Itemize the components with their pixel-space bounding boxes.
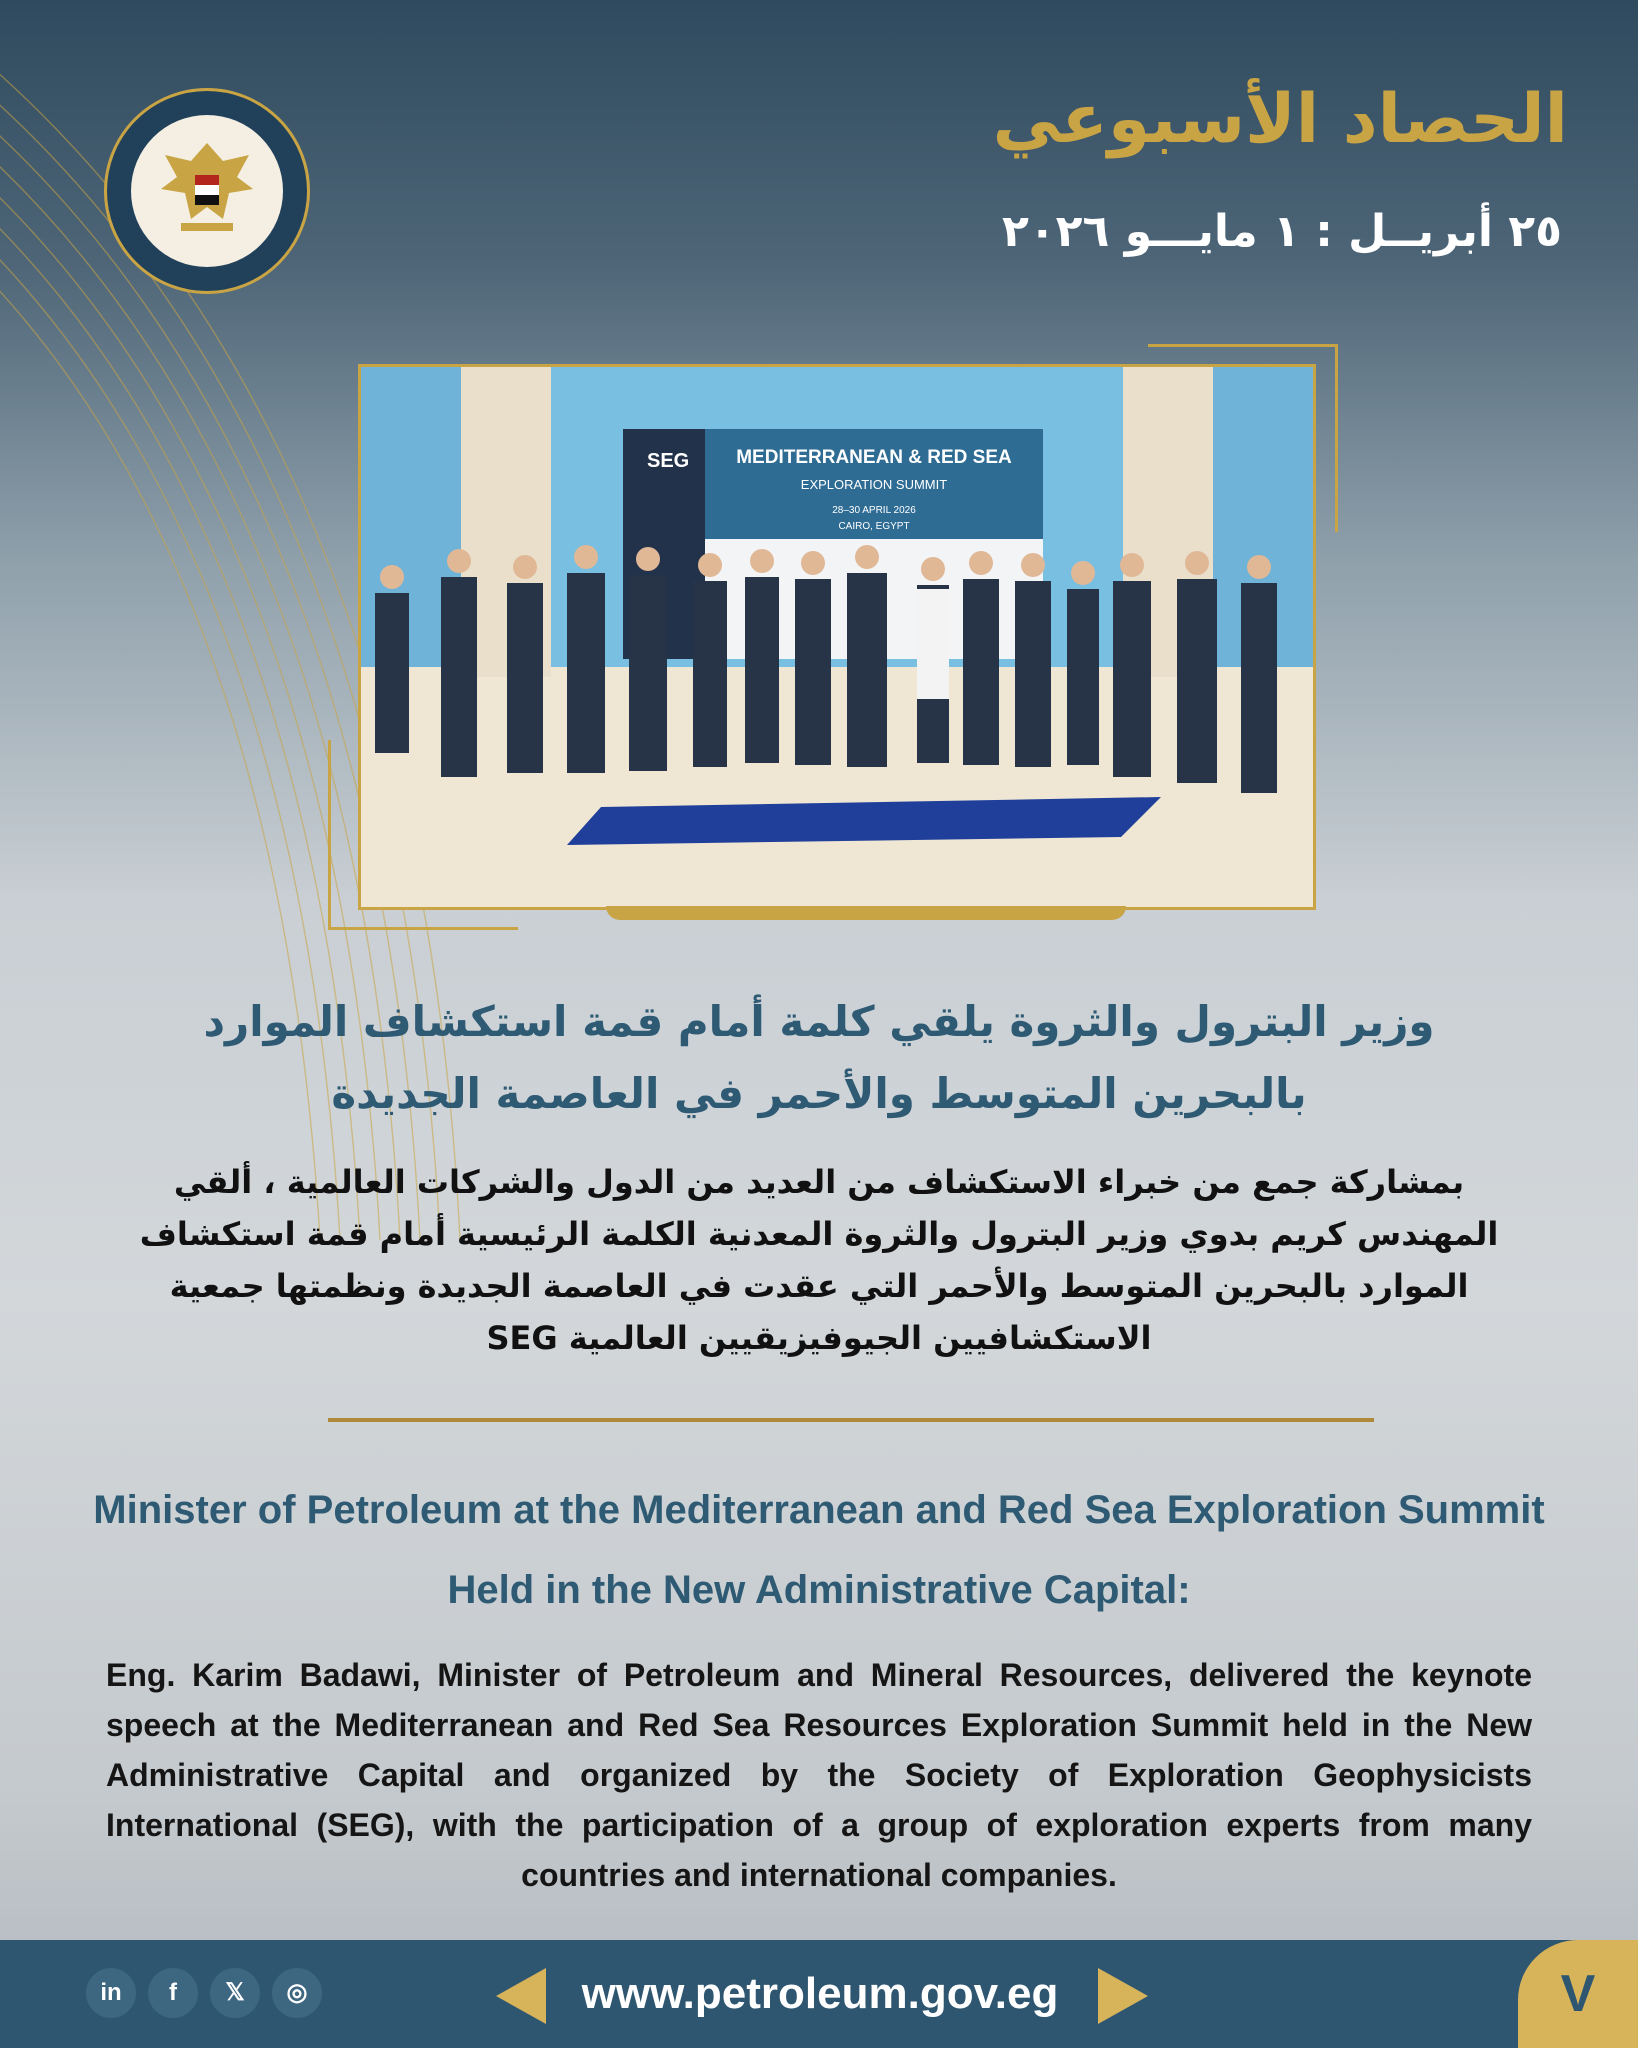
page-number: V <box>1518 1940 1638 2048</box>
ministry-logo <box>104 88 310 294</box>
banner-subtitle: EXPLORATION SUMMIT <box>800 477 948 492</box>
section-divider <box>328 1418 1374 1422</box>
article-body-en: Eng. Karim Badawi, Minister of Petroleum and Mineral Resources, delivered the keynote speech at the Mediterranean and Red Sea Resources Exploration Summit held in the New Administrative Capital and organized by the Society of Exploration Geophysicists International (SEG), with the participation of a group of exploration experts from many countries and international companies. <box>106 1657 1532 1893</box>
article-title-en <box>80 1470 1558 1630</box>
footer-bar <box>0 1940 1638 2048</box>
banner-title: MEDITERRANEAN & RED SEA <box>736 447 1012 468</box>
summit-group-photo <box>358 364 1316 910</box>
eagle-seal-icon <box>131 115 283 267</box>
article-title-ar-line2: بالبحرين المتوسط والأحمر في العاصمة الجديدة <box>331 1069 1307 1118</box>
seg-logo: SEG <box>647 450 690 472</box>
article-title-en-line2: Held in the New Administrative Capital: <box>447 1568 1191 1612</box>
banner-location: CAIRO, EGYPT <box>838 521 910 532</box>
website-link[interactable]: www.petroleum.gov.eg <box>581 1969 1059 2018</box>
article-title-ar <box>180 986 1458 1130</box>
x-icon[interactable]: 𝕏 <box>210 1968 260 2018</box>
facebook-icon[interactable]: f <box>148 1968 198 2018</box>
instagram-icon[interactable]: ◎ <box>272 1968 322 2018</box>
photo-accent-bar <box>606 906 1126 920</box>
article-body-ar: بمشاركة جمع من خبراء الاستكشاف من العديد من الدول والشركات العالمية ، ألقي المهندس كريم بدوي وزير البترول والثروة المعدنية الكلمة الرئيسية أمام قمة استكشاف الموارد بالبحرين المتوسط والأحمر التي عقدت في العاصمة الجديدة ونظمتها جمعية الاستكشافيين الجيوفيزيقيين العالمية SEG <box>139 1163 1499 1357</box>
article-title-ar-line1: وزير البترول والثروة يلقي كلمة أمام قمة استكشاف الموارد <box>203 997 1435 1046</box>
page-title: الحصاد الأسبوعي <box>992 80 1568 159</box>
date-range: ٢٥ أبريــل : ١ مايـــو ٢٠٢٦ <box>1001 206 1562 257</box>
article-title-en-line1: Minister of Petroleum at the Mediterranean and Red Sea Exploration Summit <box>93 1488 1545 1532</box>
linkedin-icon[interactable]: in <box>86 1968 136 2018</box>
banner-date: 28–30 APRIL 2026 <box>832 505 916 516</box>
previous-arrow-icon[interactable] <box>496 1968 546 2024</box>
next-arrow-icon[interactable] <box>1098 1968 1148 2024</box>
